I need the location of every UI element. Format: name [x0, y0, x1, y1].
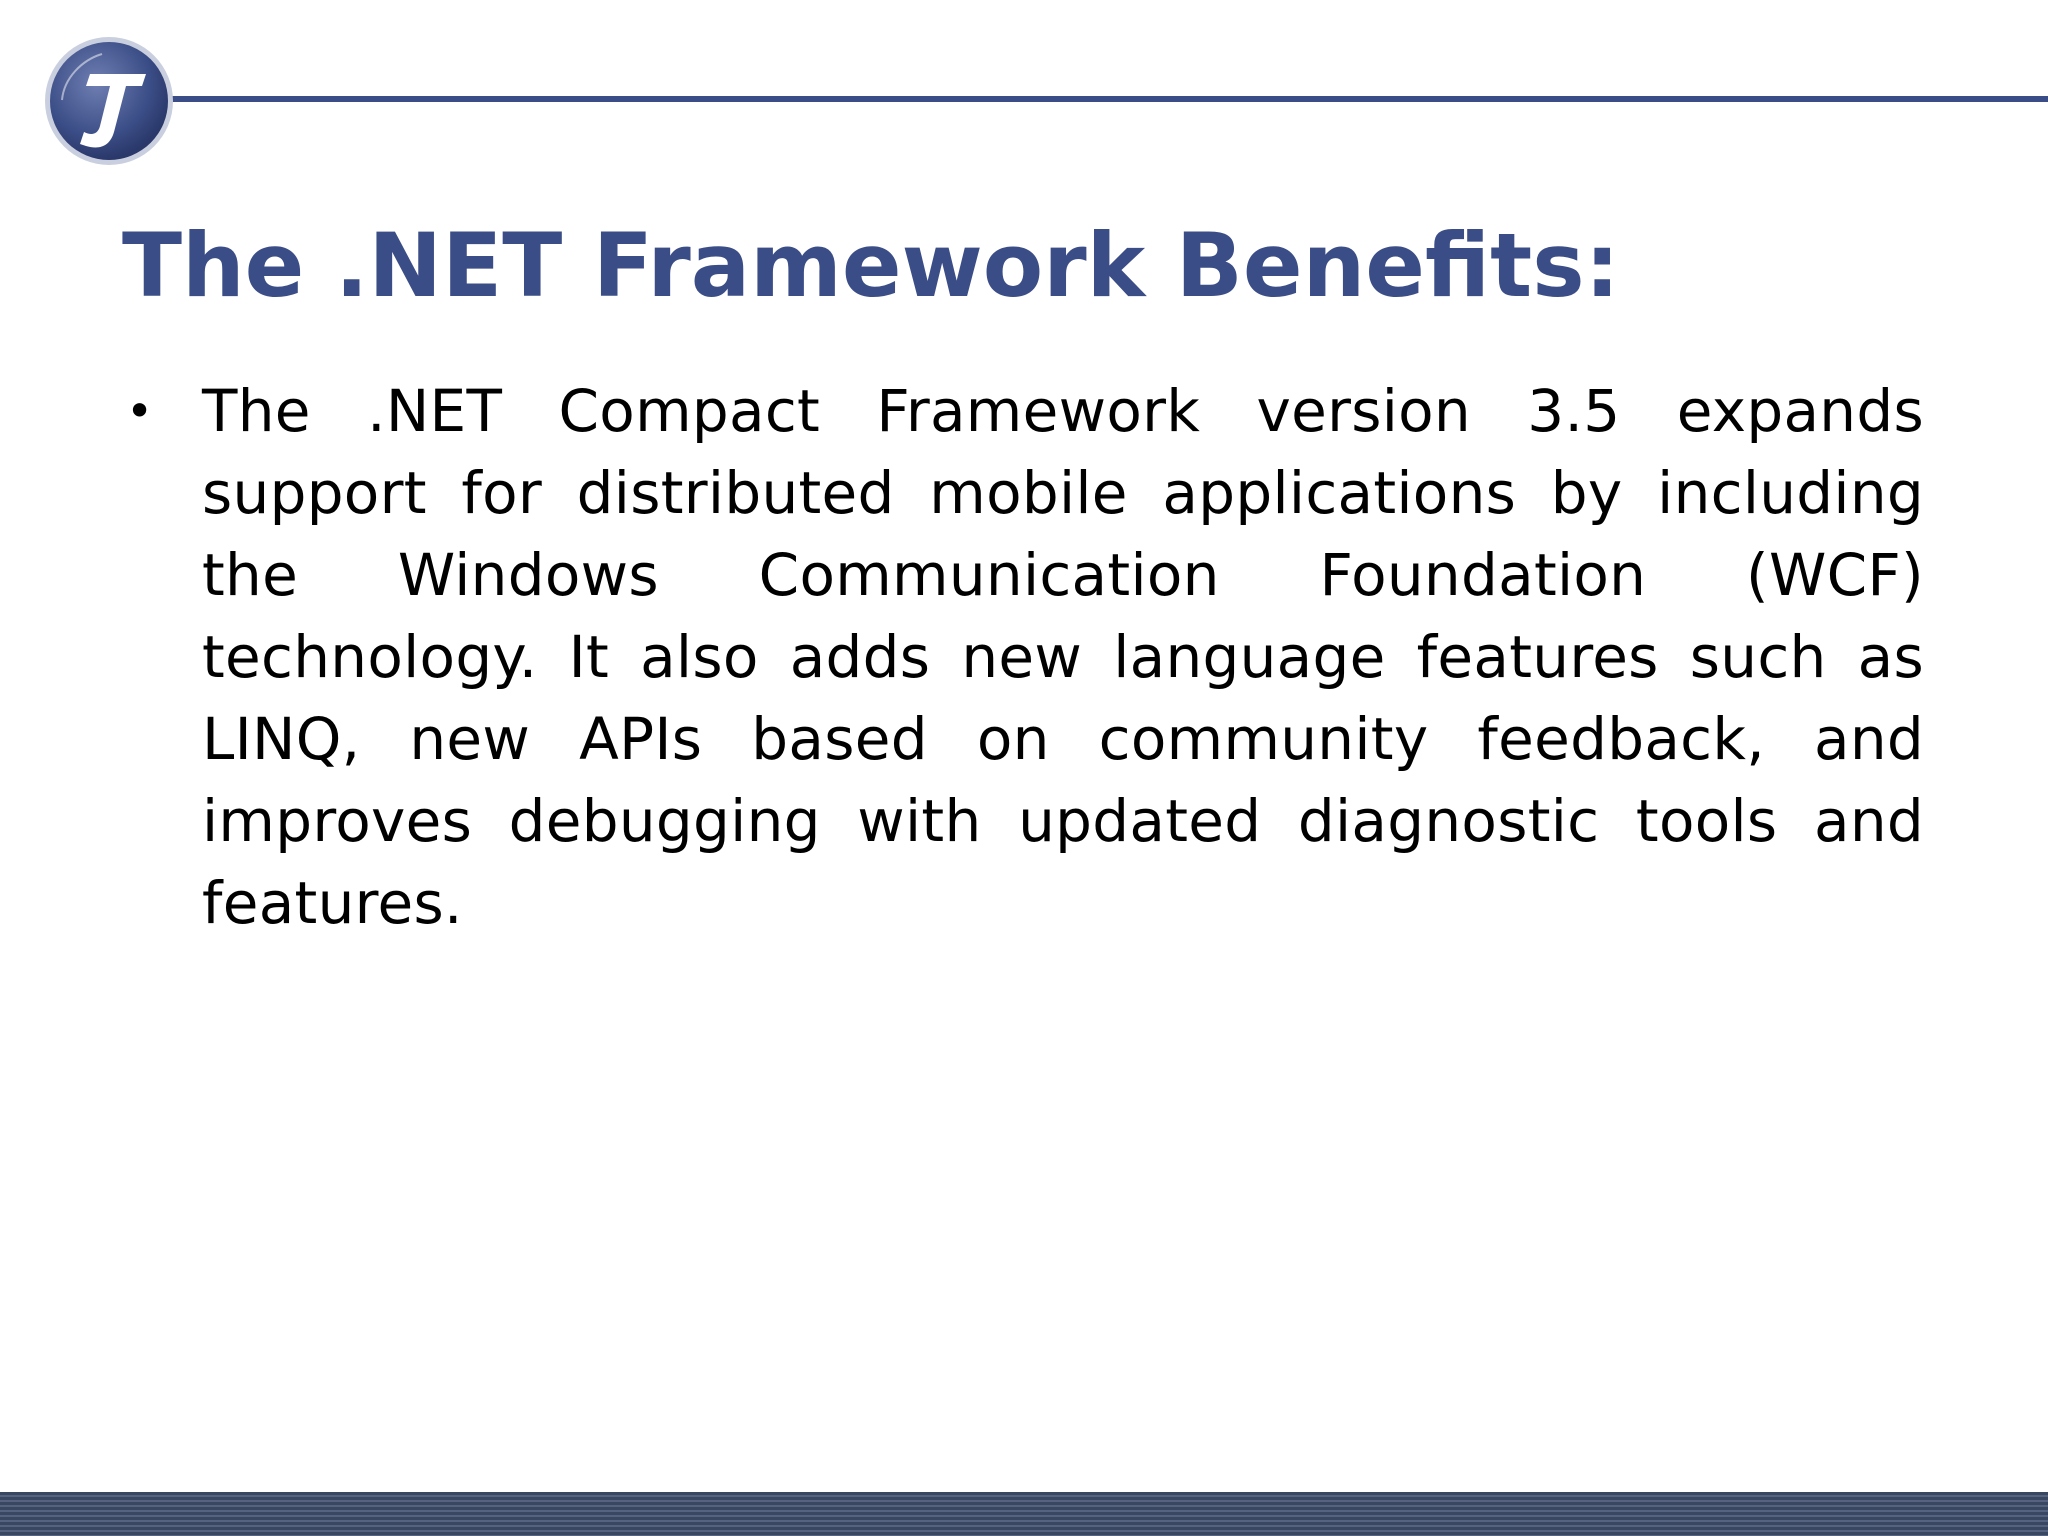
footer-band: [0, 1492, 2048, 1536]
bullet-marker: •: [126, 384, 154, 438]
header-rule: [150, 96, 2048, 102]
slide-title: The .NET Framework Benefits:: [122, 214, 1620, 317]
bullet-text: The .NET Compact Framework version 3.5 expands support for distributed mobile applications by including the Windows Communication Foundation (WCF) technology. It also adds new language features such as LINQ, new APIs based on community feedback, and improves debugging with updated diagnostic tools and features.: [202, 377, 1924, 937]
logo-icon: [42, 34, 176, 168]
bullet-item: [122, 370, 1924, 944]
bullet-list: [122, 370, 1924, 944]
